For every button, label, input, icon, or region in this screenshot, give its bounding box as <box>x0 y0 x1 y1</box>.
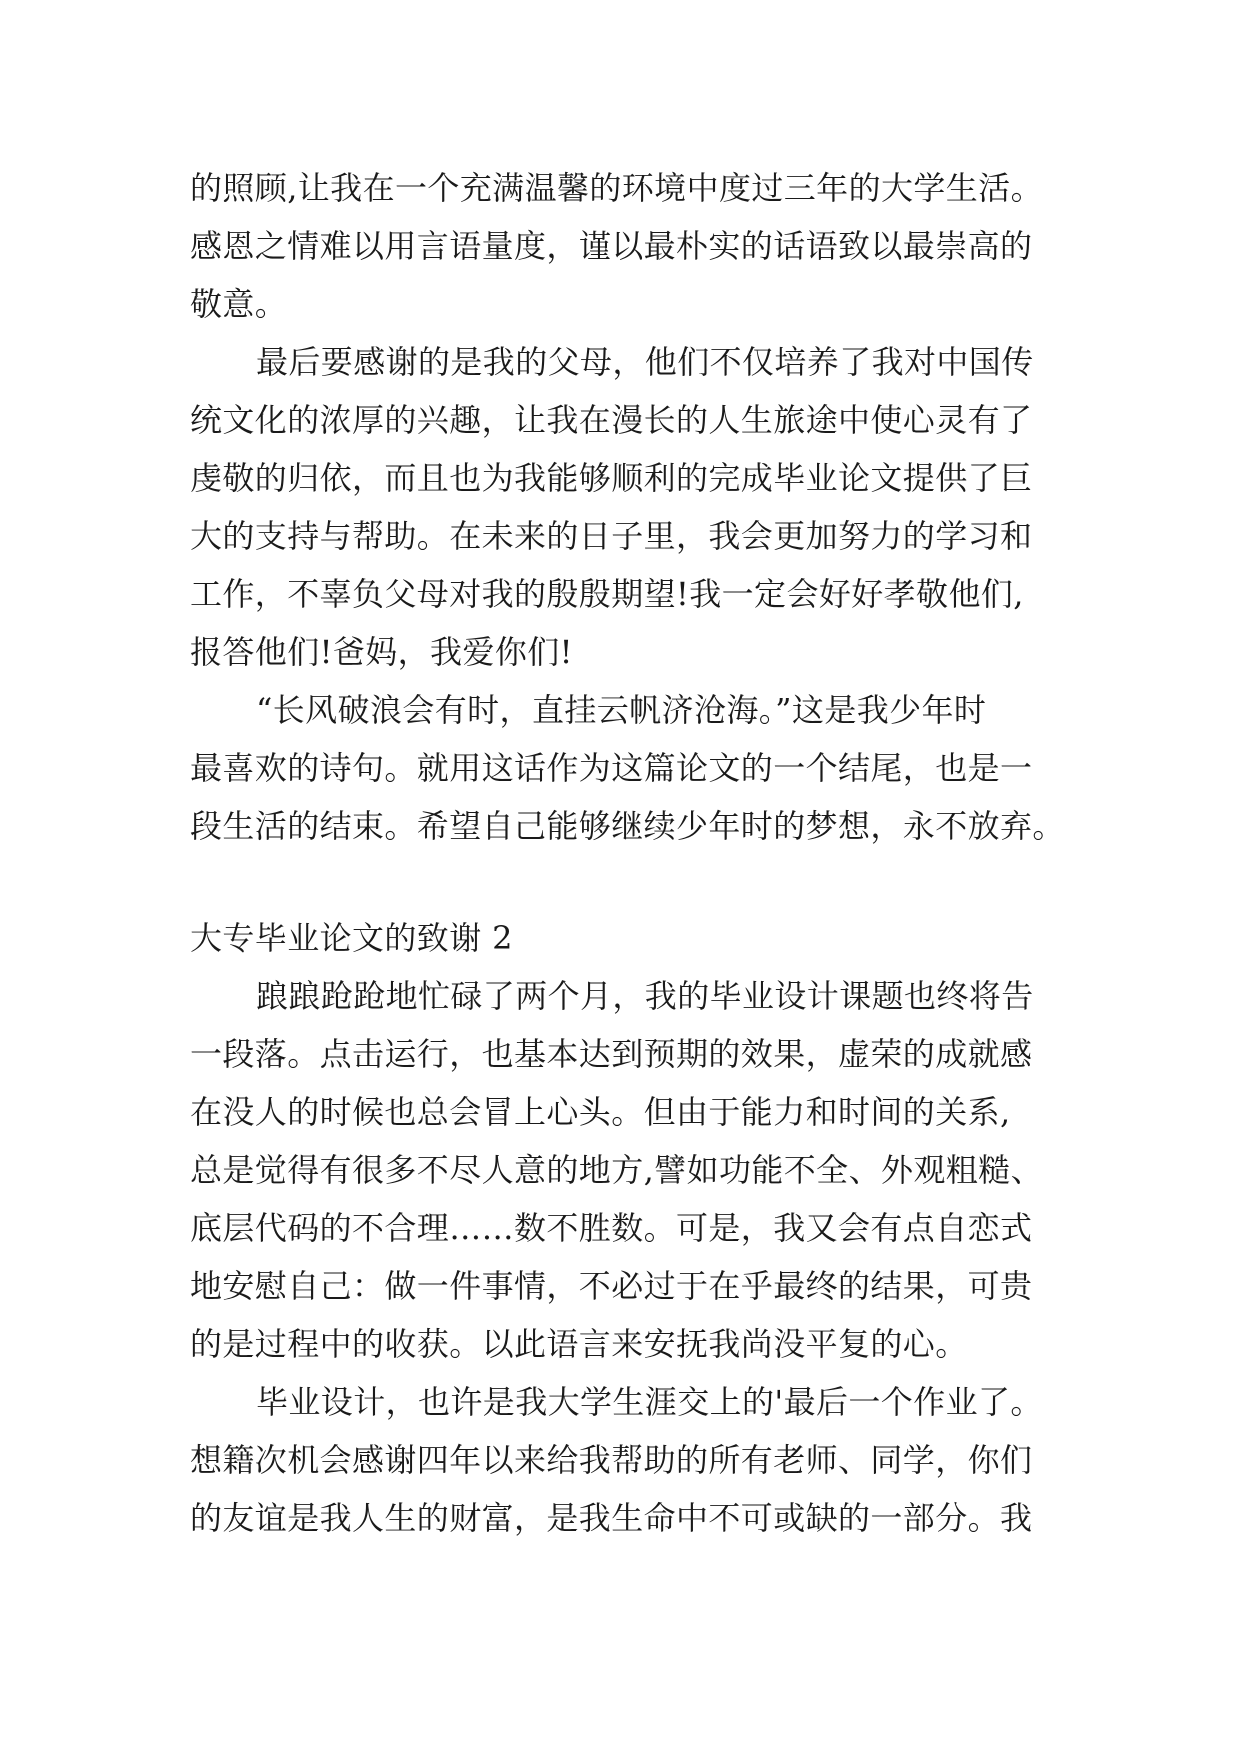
paragraph-first-line: “长风破浪会有时，直挂云帆济沧海。”这是我少年时 <box>256 691 987 729</box>
paragraph-first-line: 毕业设计，也许是我大学生涯交上的'最后一个作业了。 <box>256 1383 1043 1421</box>
text-line: 的照顾,让我在一个充满温馨的环境中度过三年的大学生活。 <box>190 169 1043 207</box>
text-line: 的友谊是我人生的财富，是我生命中不可或缺的一部分。我 <box>190 1499 1033 1537</box>
text-line: 想籍次机会感谢四年以来给我帮助的所有老师、同学，你们 <box>190 1441 1033 1479</box>
paragraph-first-line: 踉踉跄跄地忙碌了两个月，我的毕业设计课题也终将告 <box>256 977 1034 1015</box>
text-line: 感恩之情难以用言语量度，谨以最朴实的话语致以最崇高的 <box>190 227 1033 265</box>
text-line: 总是觉得有很多不尽人意的地方,譬如功能不全、外观粗糙、 <box>190 1151 1043 1189</box>
paragraph-first-line: 最后要感谢的是我的父母，他们不仅培养了我对中国传 <box>256 343 1034 381</box>
text-line: 地安慰自己：做一件事情，不必过于在乎最终的结果，可贵 <box>190 1267 1033 1305</box>
text-line: 虔敬的归依，而且也为我能够顺利的完成毕业论文提供了巨 <box>190 459 1033 497</box>
text-line: 最喜欢的诗句。就用这话作为这篇论文的一个结尾，也是一 <box>190 749 1033 787</box>
text-line: 的是过程中的收获。以此语言来安抚我尚没平复的心。 <box>190 1325 968 1363</box>
text-line: 大的支持与帮助。在未来的日子里，我会更加努力的学习和 <box>190 517 1033 555</box>
text-line: 敬意。 <box>190 285 288 323</box>
text-line: 段生活的结束。希望自己能够继续少年时的梦想，永不放弃。 <box>190 807 1065 845</box>
text-line: 统文化的浓厚的兴趣，让我在漫长的人生旅途中使心灵有了 <box>190 401 1033 439</box>
text-line: 一段落。点击运行，也基本达到预期的效果，虚荣的成就感 <box>190 1035 1033 1073</box>
text-line: 工作，不辜负父母对我的殷殷期望!我一定会好好孝敬他们, <box>190 575 1024 613</box>
section-heading: 大专毕业论文的致谢 2 <box>190 919 513 957</box>
text-line: 在没人的时候也总会冒上心头。但由于能力和时间的关系, <box>190 1093 1011 1131</box>
text-line: 报答他们!爸妈，我爱你们! <box>190 633 573 671</box>
text-line: 底层代码的不合理……数不胜数。可是，我又会有点自恋式 <box>190 1209 1033 1247</box>
